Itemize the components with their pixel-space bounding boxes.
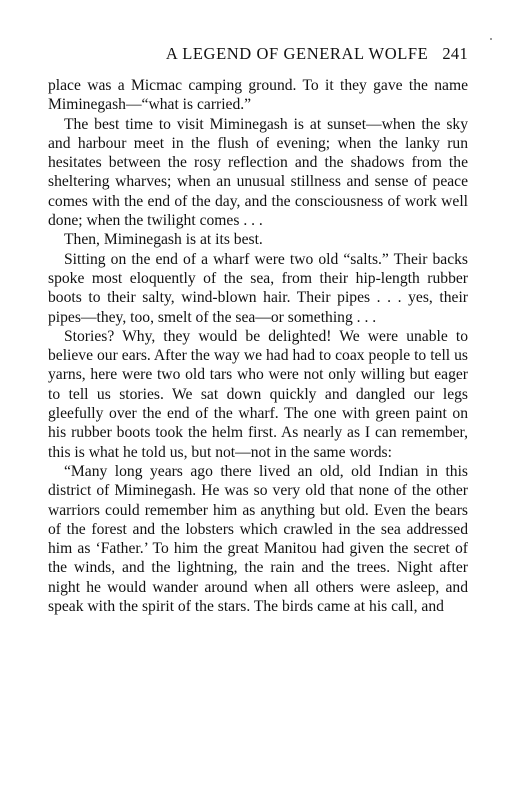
paragraph-legend: “Many long years ago there lived an old, old Indian in this district of Miminegash. He was so very old that none of the other warriors could remember him as anything but old. Even the bears of the forest and the lobsters which crawled in the sea addressed him as ‘Father.’ To him the great Manitou had given the secret of the winds, and the lightning, the rain and the trees. Night after night he would wander around when all others were asleep, and speak with the spirit of the stars. The birds came at his call, and	[48, 462, 468, 616]
paragraph-sunset: The best time to visit Miminegash is at sunset—when the sky and harbour meet in the flush of evening; when the lanky run hesitates between the rosy reflection and the shadows from the sheltering wharves; when an unusual stillness and sense of peace comes with the end of the day, and the consciousness of work well done; when the twilight comes . . .	[48, 115, 468, 230]
paragraph-continued: place was a Micmac camping ground. To it they gave the name Miminegash—“what is carried.”	[48, 77, 468, 114]
book-page	[48, 44, 468, 616]
page-number: 241	[442, 44, 468, 63]
paragraph-stories: Stories? Why, they would be delighted! We were unable to believe our ears. After the way we had had to coax people to tell us yarns, here were two old tars who were not only willing but eager to tell us stories. We sat down quickly and dangled our legs gleefully over the end of the wharf. The one with green paint on his rubber boots took the helm first. As nearly as I can remember, this is what he told us, but not—not in the same words:	[48, 327, 468, 461]
page-edge-mark	[490, 38, 492, 40]
running-header	[48, 44, 468, 70]
paragraph-salts: Sitting on the end of a wharf were two old “salts.” Their backs spoke most eloquently of the sea, from their hip-length rubber boots to their salty, wind-blown hair. Their pipes . . . yes, their pipes—they, too, smelt of the sea—or something . . .	[48, 250, 468, 326]
body-text	[48, 76, 468, 616]
paragraph-best: Then, Miminegash is at its best.	[64, 231, 263, 249]
running-title: A LEGEND OF GENERAL WOLFE	[165, 44, 429, 63]
